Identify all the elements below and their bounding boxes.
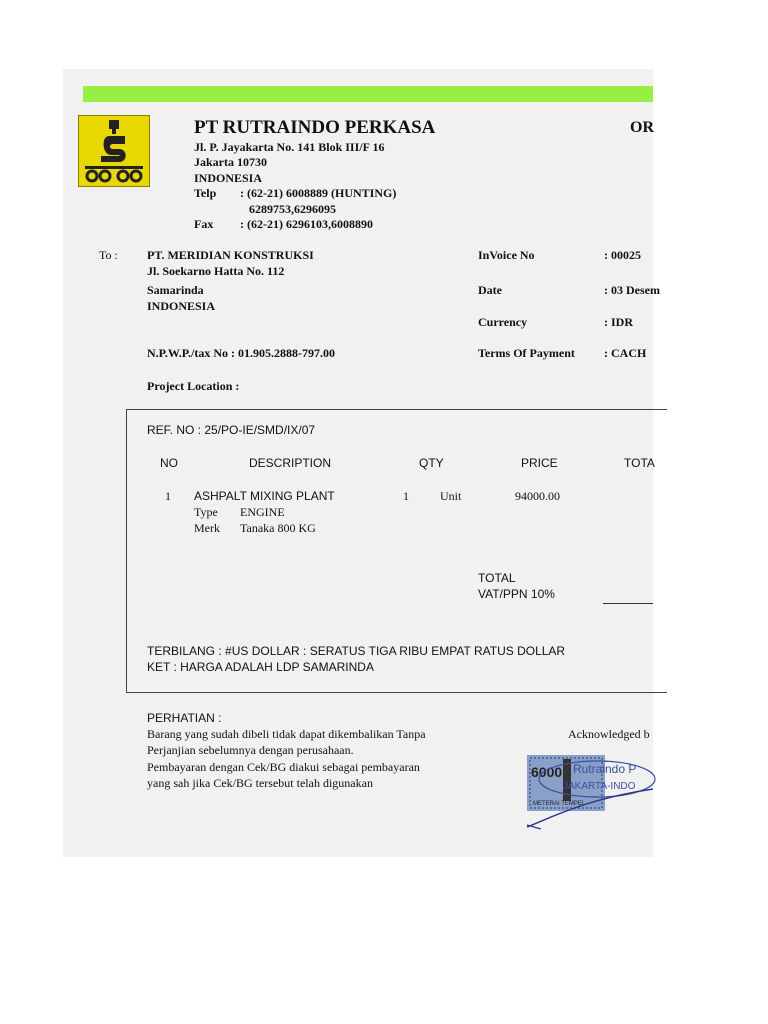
- stamp-value: 6000: [531, 764, 563, 780]
- item-merk-value: Tanaka 800 KG: [240, 521, 316, 535]
- perhatian-label: PERHATIAN :: [147, 711, 222, 725]
- customer-name: PT. MERIDIAN KONSTRUKSI: [147, 248, 314, 262]
- project-location-label: Project Location :: [147, 379, 240, 393]
- currency-value: : IDR: [604, 315, 633, 329]
- item-price: 94000.00: [515, 489, 560, 503]
- terbilang-text: TERBILANG : #US DOLLAR : SERATUS TIGA RIBU EMPAT RATUS DOLLAR: [147, 644, 566, 658]
- fax-value: : (62-21) 6296103,6008890: [240, 217, 373, 231]
- date-value: : 03 Desem: [604, 283, 660, 297]
- company-logo-icon: [78, 115, 150, 187]
- customer-city: Samarinda: [147, 283, 204, 297]
- to-label: To :: [99, 248, 118, 262]
- item-unit: Unit: [440, 489, 462, 503]
- header-green-bar: [83, 86, 653, 102]
- perhatian-line-3: Pembayaran dengan Cek/BG diakui sebagai pembayaran: [147, 760, 420, 774]
- invoice-no-label: InVoice No: [478, 248, 535, 262]
- column-header-description: DESCRIPTION: [249, 456, 332, 470]
- telp-value-2: 6289753,6296095: [249, 202, 336, 216]
- item-qty: 1: [403, 489, 409, 503]
- perhatian-line-1: Barang yang sudah dibeli tidak dapat dikembalikan Tanpa: [147, 727, 426, 741]
- company-country: INDONESIA: [194, 171, 263, 185]
- stamp-text-meterai: METERAI TEMPEL: [533, 801, 586, 807]
- invoice-no-value: : 00025: [604, 248, 641, 262]
- customer-npwp: N.P.W.P./tax No : 01.905.2888-797.00: [147, 346, 336, 360]
- ket-text: KET : HARGA ADALAH LDP SAMARINDA: [147, 660, 374, 674]
- company-address-1: Jl. P. Jayakarta No. 141 Blok III/F 16: [194, 140, 385, 154]
- acknowledged-label: Acknowledged b: [568, 727, 650, 741]
- customer-country: INDONESIA: [147, 299, 216, 313]
- item-description: ASHPALT MIXING PLANT: [194, 489, 335, 503]
- column-header-qty: QTY: [419, 456, 444, 470]
- document-title: OR: [630, 119, 654, 136]
- stamp-text-city: JAKARTA-INDO: [563, 781, 636, 792]
- total-underline: [603, 603, 653, 604]
- terms-label: Terms Of Payment: [478, 346, 575, 360]
- item-type-value: ENGINE: [240, 505, 285, 519]
- ref-number: REF. NO : 25/PO-IE/SMD/IX/07: [147, 423, 316, 437]
- company-name: PT RUTRAINDO PERKASA: [194, 117, 436, 138]
- item-no: 1: [165, 489, 171, 503]
- company-address-2: Jakarta 10730: [194, 155, 267, 169]
- date-label: Date: [478, 283, 502, 297]
- vat-label: VAT/PPN 10%: [478, 587, 555, 601]
- perhatian-line-2: Perjanjian sebelumnya dengan perusahaan.: [147, 743, 354, 757]
- telp-label: Telp: [194, 186, 217, 200]
- total-label: TOTAL: [478, 571, 516, 585]
- item-type-label: Type: [194, 505, 218, 519]
- column-header-total: TOTA: [624, 456, 655, 470]
- currency-label: Currency: [478, 315, 528, 329]
- terms-value: : CACH: [604, 346, 647, 360]
- invoice-sheet: [63, 69, 660, 857]
- perhatian-line-4: yang sah jika Cek/BG tersebut telah digunakan: [147, 776, 373, 790]
- customer-address: Jl. Soekarno Hatta No. 112: [147, 264, 285, 278]
- telp-value: : (62-21) 6008889 (HUNTING): [240, 186, 397, 200]
- item-merk-label: Merk: [194, 521, 220, 535]
- fax-label: Fax: [194, 217, 214, 231]
- column-header-price: PRICE: [521, 456, 558, 470]
- column-header-no: NO: [160, 456, 178, 470]
- revenue-stamp-signature: [527, 755, 653, 837]
- stamp-text-company: Rutraindo P: [573, 762, 637, 776]
